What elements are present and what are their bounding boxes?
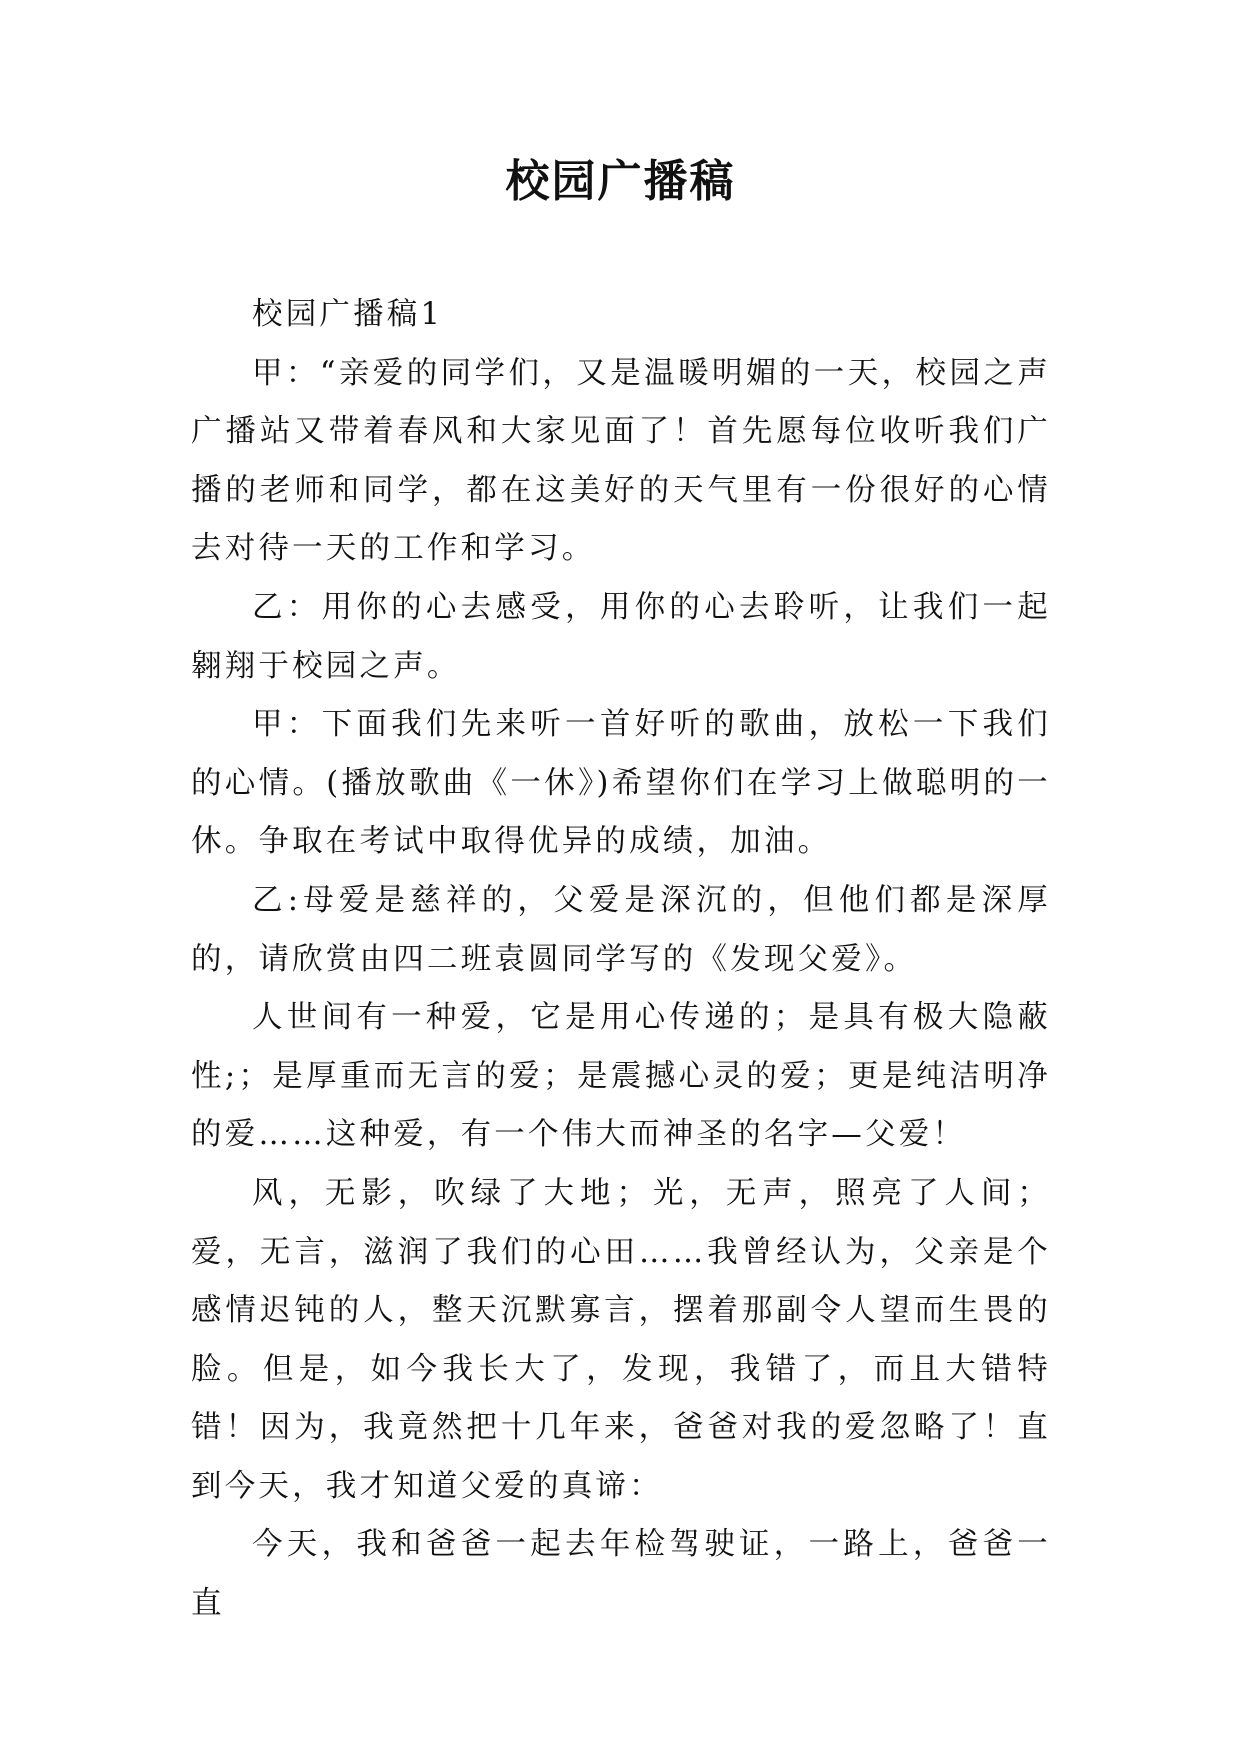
- paragraph: 今天，我和爸爸一起去年检驾驶证，一路上，爸爸一直: [191, 1527, 1051, 1622]
- paragraph: 乙：用你的心去感受，用你的心去聆听，让我们一起翱翔于校园之声。: [191, 589, 1051, 684]
- document-body: [191, 286, 1051, 1634]
- paragraph: 甲：下面我们先来听一首好听的歌曲，放松一下我们的心情。(播放歌曲《一休》)希望你们在学习上做聪明的一休。争取在考试中取得优异的成绩，加油。: [191, 707, 1051, 860]
- paragraph: 人世间有一种爱，它是用心传递的；是具有极大隐蔽性;；是厚重而无言的爱；是震撼心灵的爱；更是纯洁明净的爱……这种爱，有一个伟大而神圣的名字—父爱！: [191, 1000, 1051, 1153]
- document-title: 校园广播稿: [505, 156, 736, 207]
- paragraph: 风，无影，吹绿了大地；光，无声，照亮了人间；爱，无言，滋润了我们的心田……我曾经认为，父亲是个感情迟钝的人，整天沉默寡言，摆着那副令人望而生畏的脸。但是，如今我长大了，发现，我错了，而且大错特错！因为，我竟然把十几年来，爸爸对我的爱忽略了！直到今天，我才知道父爱的真谛：: [191, 1175, 1051, 1504]
- paragraph-heading: 校园广播稿1: [252, 297, 444, 332]
- paragraph: 乙:母爱是慈祥的，父爱是深沉的，但他们都是深厚的，请欣赏由四二班袁圆同学写的《发现父爱》。: [191, 882, 1051, 977]
- paragraph: 甲：“亲爱的同学们，又是温暖明媚的一天，校园之声广播站又带着春风和大家见面了！首先愿每位收听我们广播的老师和同学，都在这美好的天气里有一份很好的心情去对待一天的工作和学习。: [191, 355, 1051, 567]
